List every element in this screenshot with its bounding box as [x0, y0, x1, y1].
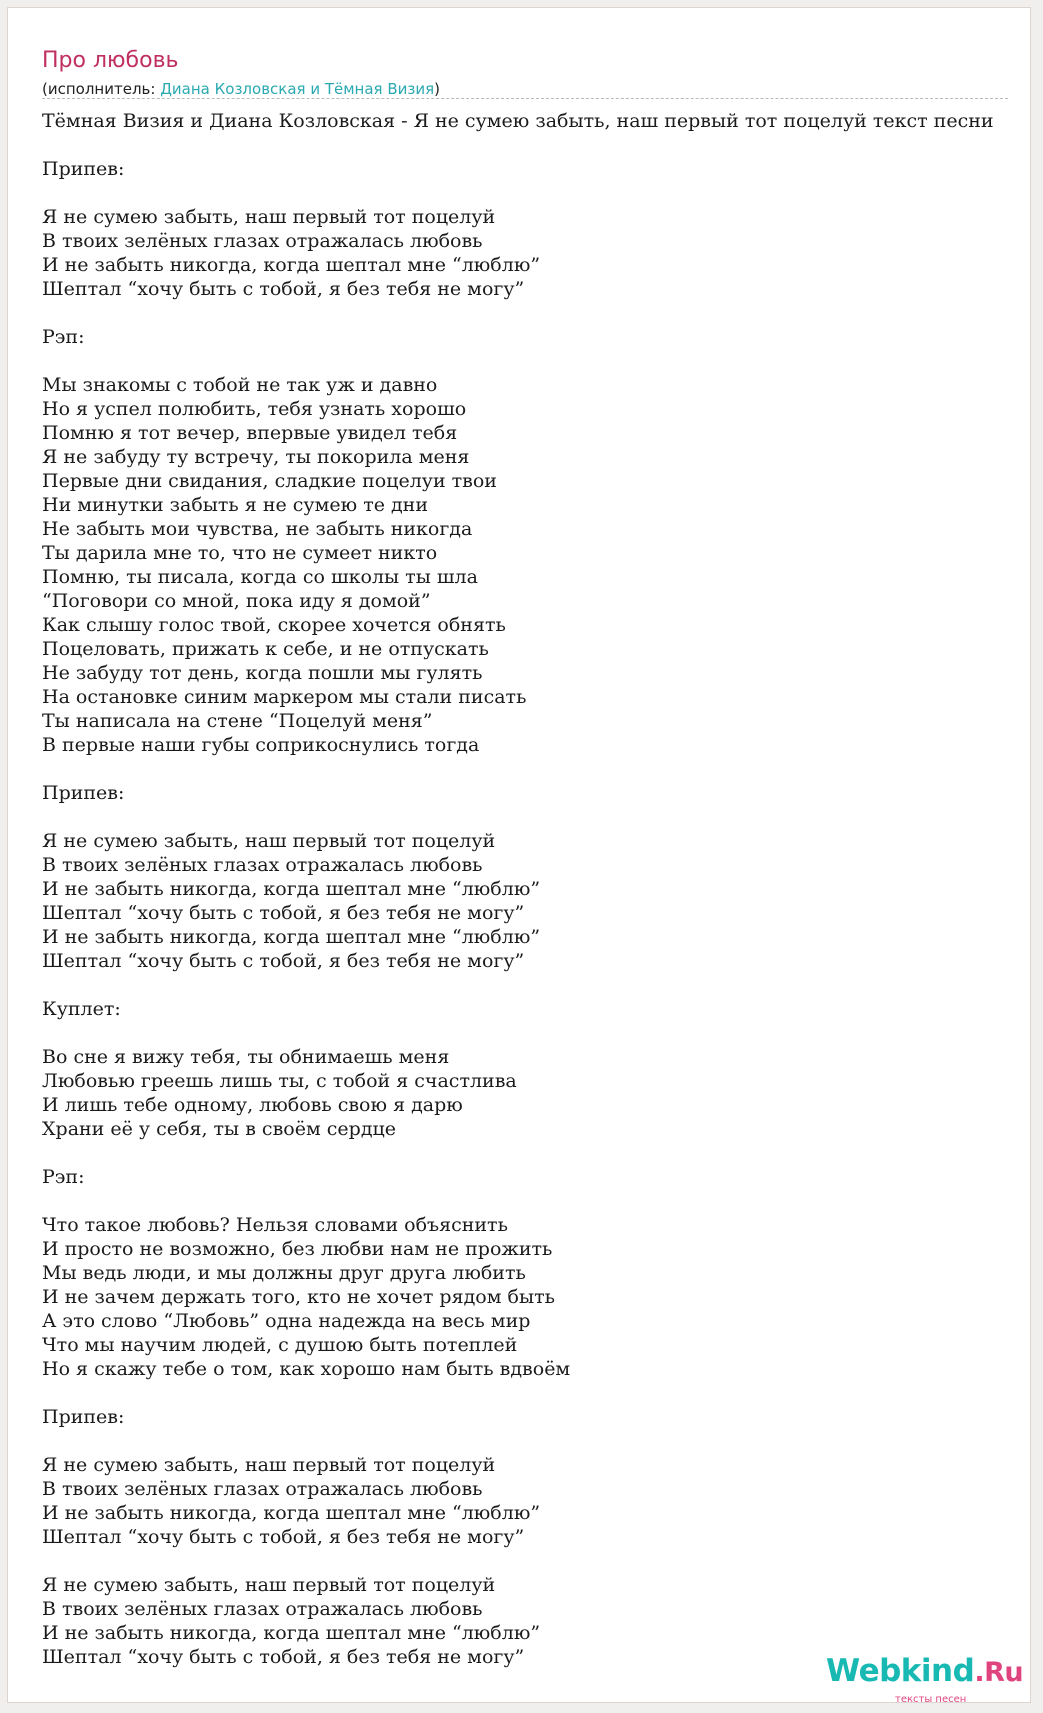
song-title: Про любовь: [42, 48, 179, 73]
lyrics-line: В первые наши губы соприкоснулись тогда: [42, 734, 480, 756]
lyrics-blank-line: [42, 181, 994, 205]
performer-suffix: ): [434, 80, 440, 98]
lyrics-line: Припев:: [42, 782, 125, 804]
lyrics-line: Я не сумею забыть, наш первый тот поцелуй: [42, 206, 496, 228]
lyrics-line: Помню я тот вечер, впервые увидел тебя: [42, 422, 458, 444]
lyrics-line: Рэп:: [42, 326, 85, 348]
lyrics-line: Шептал “хочу быть с тобой, я без тебя не могу”: [42, 950, 525, 972]
lyrics-line: На остановке синим маркером мы стали писать: [42, 686, 527, 708]
lyrics-line: Я не забуду ту встречу, ты покорила меня: [42, 446, 470, 468]
lyrics-line: А это слово “Любовь” одна надежда на весь мир: [42, 1310, 531, 1332]
lyrics-line: Ты написала на стене “Поцелуй меня”: [42, 710, 433, 732]
logo-tld: .Ru: [974, 1657, 1024, 1688]
lyrics-line: Рэп:: [42, 1166, 85, 1188]
lyrics-line: Шептал “хочу быть с тобой, я без тебя не могу”: [42, 278, 525, 300]
lyrics-line: Как слышу голос твой, скорее хочется обнять: [42, 614, 506, 636]
lyrics-line: Тёмная Визия и Диана Козловская - Я не сумею забыть, наш первый тот поцелуй текст песни: [42, 110, 994, 132]
lyrics-line: Мы ведь люди, и мы должны друг друга любить: [42, 1262, 526, 1284]
lyrics-line: И не забыть никогда, когда шептал мне “люблю”: [42, 254, 541, 276]
lyrics-line: Первые дни свидания, сладкие поцелуи твои: [42, 470, 497, 492]
lyrics-line: Не забыть мои чувства, не забыть никогда: [42, 518, 473, 540]
lyrics-line: Мы знакомы с тобой не так уж и давно: [42, 374, 438, 396]
lyrics-line: Но я успел полюбить, тебя узнать хорошо: [42, 398, 467, 420]
divider: [42, 98, 1008, 99]
lyrics-line: И не забыть никогда, когда шептал мне “люблю”: [42, 926, 541, 948]
page-container: [7, 7, 1031, 1703]
lyrics-line: Я не сумею забыть, наш первый тот поцелуй: [42, 1454, 496, 1476]
performer-prefix: (исполнитель:: [42, 80, 161, 98]
lyrics-blank-line: [42, 1021, 994, 1045]
lyrics-line: Не забуду тот день, когда пошли мы гулять: [42, 662, 483, 684]
lyrics-blank-line: [42, 1429, 994, 1453]
lyrics-line: Припев:: [42, 1406, 125, 1428]
lyrics-line: Куплет:: [42, 998, 121, 1020]
lyrics-block: [42, 109, 994, 1669]
lyrics-line: Что мы научим людей, с душою быть потеплей: [42, 1334, 518, 1356]
logo-brand: Webkind: [826, 1653, 975, 1689]
lyrics-line: В твоих зелёных глазах отражалась любовь: [42, 230, 483, 252]
lyrics-line: Шептал “хочу быть с тобой, я без тебя не могу”: [42, 1646, 525, 1668]
lyrics-line: И лишь тебе одному, любовь свою я дарю: [42, 1094, 463, 1116]
lyrics-blank-line: [42, 805, 994, 829]
lyrics-line: Я не сумею забыть, наш первый тот поцелуй: [42, 1574, 496, 1596]
lyrics-line: В твоих зелёных глазах отражалась любовь: [42, 854, 483, 876]
lyrics-line: Ты дарила мне то, что не сумеет никто: [42, 542, 438, 564]
lyrics-line: Храни её у себя, ты в своём сердце: [42, 1118, 396, 1140]
lyrics-line: И просто не возможно, без любви нам не прожить: [42, 1238, 553, 1260]
lyrics-line: И не забыть никогда, когда шептал мне “люблю”: [42, 1502, 541, 1524]
site-logo[interactable]: [826, 1653, 1023, 1689]
lyrics-blank-line: [42, 301, 994, 325]
lyrics-blank-line: [42, 1549, 994, 1573]
lyrics-blank-line: [42, 133, 994, 157]
lyrics-line: Что такое любовь? Нельзя словами объяснить: [42, 1214, 508, 1236]
lyrics-line: Но я скажу тебе о том, как хорошо нам быть вдвоём: [42, 1358, 571, 1380]
lyrics-line: И не зачем держать того, кто не хочет рядом быть: [42, 1286, 555, 1308]
lyrics-blank-line: [42, 349, 994, 373]
lyrics-line: Шептал “хочу быть с тобой, я без тебя не могу”: [42, 902, 525, 924]
lyrics-line: “Поговори со мной, пока иду я домой”: [42, 590, 431, 612]
lyrics-blank-line: [42, 1141, 994, 1165]
lyrics-line: Любовью греешь лишь ты, с тобой я счастлива: [42, 1070, 517, 1092]
logo-tagline: тексты песен: [895, 1694, 967, 1705]
performer-link[interactable]: Диана Козловская и Тёмная Визия: [160, 80, 435, 98]
performer-line: [42, 80, 440, 98]
lyrics-line: В твоих зелёных глазах отражалась любовь: [42, 1478, 483, 1500]
lyrics-blank-line: [42, 1189, 994, 1213]
lyrics-line: Поцеловать, прижать к себе, и не отпускать: [42, 638, 489, 660]
lyrics-line: И не забыть никогда, когда шептал мне “люблю”: [42, 878, 541, 900]
lyrics-line: Я не сумею забыть, наш первый тот поцелуй: [42, 830, 496, 852]
lyrics-line: И не забыть никогда, когда шептал мне “люблю”: [42, 1622, 541, 1644]
lyrics-blank-line: [42, 1381, 994, 1405]
lyrics-line: Шептал “хочу быть с тобой, я без тебя не могу”: [42, 1526, 525, 1548]
lyrics-blank-line: [42, 757, 994, 781]
lyrics-blank-line: [42, 973, 994, 997]
lyrics-line: Во сне я вижу тебя, ты обнимаешь меня: [42, 1046, 450, 1068]
lyrics-line: Помню, ты писала, когда со школы ты шла: [42, 566, 478, 588]
lyrics-line: В твоих зелёных глазах отражалась любовь: [42, 1598, 483, 1620]
lyrics-line: Ни минутки забыть я не сумею те дни: [42, 494, 429, 516]
lyrics-line: Припев:: [42, 158, 125, 180]
